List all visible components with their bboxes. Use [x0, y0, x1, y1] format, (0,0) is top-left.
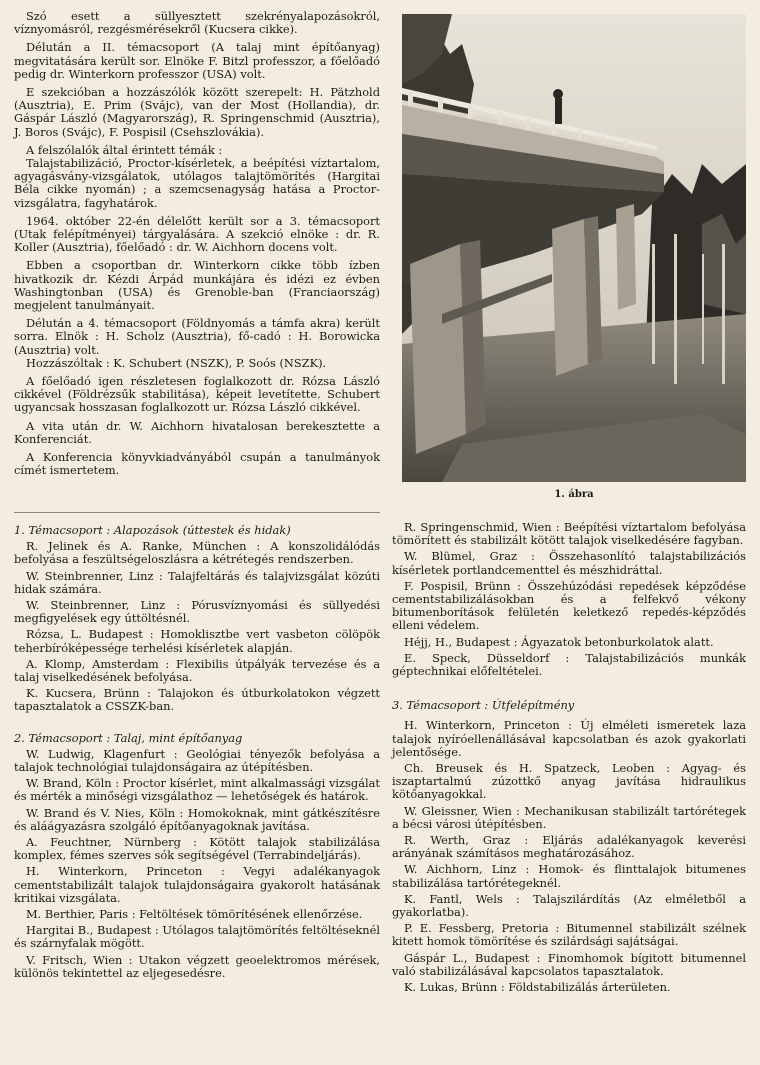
reference-item: K. Fantl, Wels : Talajszilárdítás (Az elméletből a gyakorlatba). [392, 891, 746, 920]
column-divider [14, 512, 380, 513]
reference-item: K. Kucsera, Brünn : Talajokon és útburkolatokon végzett tapasztalatok a CSSZK-ban. [14, 686, 380, 714]
section-heading: 1. Témacsoport : Alapozások (úttestek és hidak) [14, 523, 291, 537]
figure-caption: 1. ábra [554, 489, 594, 500]
bridge-illustration [402, 14, 746, 482]
paragraph: Délután a II. témacsoport (A talaj mint építőanyag) megvitatására került sor. Elnöke F. Bitzl professzor, a főelőadó pedig dr. Winterkorn professzor (USA) volt. [14, 40, 380, 81]
reference-item: M. Berthier, Paris : Feltöltések tömörítésének ellenőrzése. [26, 907, 363, 922]
reference-item: W. Brand és V. Nies, Köln : Homokoknak, mint gátkészítésre és aláágyazásra szolgáló építőanyagoknak javítása. [14, 805, 380, 833]
paragraph: Szó esett a süllyesztett szekrényalapozásokról, víznyomásról, rezgésmérésekről (Kucsera cikke). [14, 9, 380, 37]
reference-item: R. Werth, Graz : Eljárás adalékanyagok keverési arányának számításos meghatározásához. [392, 833, 746, 861]
reference-item: F. Pospisil, Brünn : Összehúzódási repedések képződése cementstabilizálásokban és a felfekvő vékony bitumenborítások felületén keletkező repedés-képződés elleni védelem. [392, 578, 746, 633]
paragraph: Hozzászóltak : K. Schubert (NSZK), P. Soós (NSZK). [26, 355, 327, 370]
reference-item: H. Winterkorn, Princeton : Vegyi adalékanyagok cementstabilizált talajok tulajdonságaira gyakorolt hatásának kritikai vizsgálata. [14, 864, 380, 905]
reference-item: Héjj, H., Budapest : Ágyazatok betonburkolatok alatt. [404, 634, 714, 649]
reference-item: V. Fritsch, Wien : Utakon végzett geoelektromos mérések, különös tekintettel az eljegesedésre. [14, 952, 380, 980]
reference-item: W. Gleissner, Wien : Mechanikusan stabilizált tartórétegek a bécsi városi útépítésben. [392, 803, 746, 831]
bridge-photo [402, 14, 746, 482]
reference-item: W. Blümel, Graz : Összehasonlító talajstabilizációs kísérletek portlandcementtel és mészhidráttal. [392, 549, 746, 577]
paragraph: Talajstabilizáció, Proctor-kísérletek, a beépítési víztartalom, agyagásvány-vizsgálatok, utólagos talajtömörítés (Hargitai Béla cikke nyomán) ; a szemcsenagyság hatása a Proctor-vizsgálatra, fagyhatárok. [14, 156, 380, 210]
reference-item: P. E. Fessberg, Pretoria : Bitumennel stabilizált szélnek kitett homok tömörítése és szilárdsági sajátságai. [392, 921, 746, 949]
paragraph: Ebben a csoportban dr. Winterkorn cikke több ízben hivatkozik dr. Kézdi Árpád munkájára és idézi ez évben Washingtonban (USA) és Grenoble-ban (Franciaország) megjelent tanulmányait. [14, 258, 380, 313]
right-column-paper-list [392, 521, 746, 997]
reference-item: W. Steinbrenner, Linz : Pórusvíznyomási és süllyedési megfigyelések egy úttöltésnél. [14, 598, 380, 626]
paragraph: 1964. október 22-én délelőtt került sor a 3. témacsoport (Utak felépítményei) tárgyalására. A szekció elnöke : dr. R. Koller (Ausztria), főelőadó : dr. W. Aichhorn docens volt. [14, 213, 380, 255]
reference-item: R. Jelinek és A. Ranke, München : A konszolidálódás befolyása a feszültségeloszlásra a kétrétegés rendszerben. [14, 539, 380, 567]
reference-item: W. Brand, Köln : Proctor kísérlet, mint alkalmassági vizsgálat és mérték a minőségi vizsgálathoz — lehetőségek és határok. [14, 776, 380, 804]
reference-item: R. Springenschmid, Wien : Beépítési víztartalom befolyása tömörített és stabilizált kötött talajok viselkedésére fagyban. [392, 520, 746, 548]
reference-item: Rózsa, L. Budapest : Homoklisztbe vert vasbeton cölöpök teherbíróképessége terhelési kísérletek alapján. [14, 627, 380, 655]
reference-item: Gáspár L., Budapest : Finomhomok bígitott bitumennel való stabilizálásával kapcsolatos tapasztalatok. [392, 950, 746, 978]
reference-item: A. Feuchtner, Nürnberg : Kötött talajok stabilizálása komplex, fémes szerves sók segítségével (Terrabindeljárás). [14, 835, 380, 863]
paragraph: Délután a 4. témacsoport (Földnyomás a támfa akra) került sorra. Elnök : H. Scholz (Ausztria), fő-cadó : H. Borowicka (Ausztria) volt. [14, 316, 380, 357]
section-heading: 2. Témacsoport : Talaj, mint építőanyag [14, 730, 243, 745]
paragraph: A vita után dr. W. Aichhorn hivatalosan berekesztette a Konferenciát. [14, 418, 380, 446]
paragraph: A felszólalók által érintett témák : [26, 142, 223, 157]
paragraph: E szekcióban a hozzászólók között szerepelt: H. Pätzhold (Ausztria), E. Prim (Svájc), van der Most (Hollandia), dr. Gáspár László (Magyarország), R. Springenschmid (Ausztria), J. Boros (Svájc), F. Pospisil (Csehszlovákia). [14, 85, 380, 139]
reference-item: Hargitai B., Budapest : Utólagos talajtömörítés feltöltéseknél és szárnyfalak mögött. [14, 923, 380, 951]
section-heading: 3. Témacsoport : Útfelépítmény [392, 698, 575, 713]
reference-item: W. Aichhorn, Linz : Homok- és flinttalajok bitumenes stabilizálása tartórétegeknél. [392, 862, 746, 890]
paragraph: A Konferencia könyvkiadványából csupán a tanulmányok címét ismertetem. [14, 450, 380, 478]
reference-item: H. Winterkorn, Princeton : Új elméleti ismeretek laza talajok nyíróellenállásával kapcsolatban és azok gyakorlati jelentősége. [392, 718, 746, 759]
reference-item: E. Speck, Düsseldorf : Talajstabilizációs munkák géptechnikai előfeltételei. [392, 650, 746, 679]
left-column-article-text [14, 10, 380, 478]
reference-item: Ch. Breusek és H. Spatzeck, Leoben : Agyag- és iszaptartalmú zúzottkő anyag javítása hidraulikus kötőanyagokkal. [392, 761, 746, 802]
reference-item: A. Klomp, Amsterdam : Flexibilis útpályák tervezése és a talaj viselkedésének befolyása. [14, 656, 380, 685]
reference-item: K. Lukas, Brünn : Földstabilizálás árterületen. [404, 980, 671, 995]
paragraph: A főelőadó igen részletesen foglalkozott dr. Rózsa László cikkével (Földrézsűk stabilitása), képeit levetítette. Schubert ugyancsak hosszasan foglalkozott ur. Rózsa László cikkével. [14, 374, 380, 415]
reference-item: W. Ludwig, Klagenfurt : Geológiai tényezők befolyása a talajok technológiai tulajdonságaira az útépítésben. [14, 746, 380, 775]
left-column-paper-list [14, 524, 380, 980]
reference-item: W. Steinbrenner, Linz : Talajfeltárás és talajvizsgálat közúti hidak számára. [14, 568, 380, 596]
